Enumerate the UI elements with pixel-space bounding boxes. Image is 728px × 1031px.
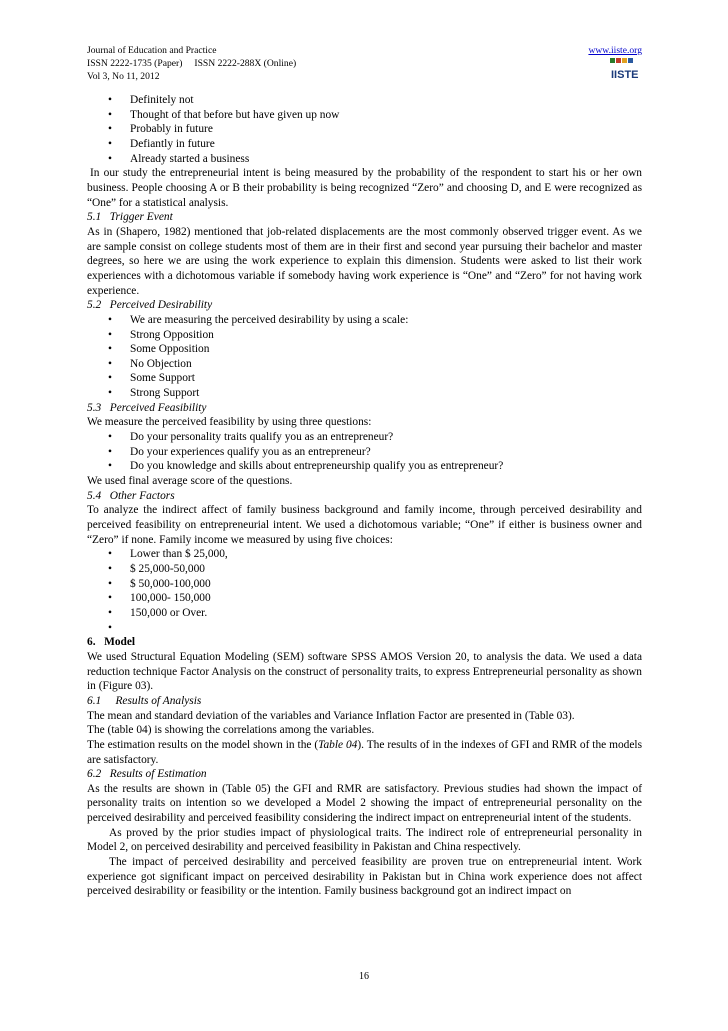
intent-paragraph: In our study the entrepreneurial intent is being measured by the probability of the respondent to start his or her own business. People choosing A or B their probability is being recognized “Zero” and choosing D, and E were recognized as “One” for a statistical analysis. <box>87 167 642 209</box>
list-item: • Probably in future <box>130 122 642 137</box>
list-item: • Definitely not <box>130 93 642 108</box>
list-item: • 100,000- 150,000 <box>130 591 642 606</box>
section-5-3-outro: We used final average score of the questions. <box>87 475 293 488</box>
volume-line: Vol 3, No 11, 2012 <box>87 71 160 82</box>
feasibility-questions-list <box>87 430 642 474</box>
list-item: • $ 25,000-50,000 <box>130 562 642 577</box>
list-item <box>130 621 642 636</box>
list-item: • Defiantly in future <box>130 137 642 152</box>
list-item: • Do you knowledge and skills about entrepreneurship qualify you as entrepreneur? <box>130 459 642 474</box>
section-5-1-heading: 5.1 Trigger Event <box>87 211 173 224</box>
section-6-1-line-1: The mean and standard deviation of the variables and Variance Inflation Factor are presented in (Table 03). <box>87 709 575 722</box>
list-item: • $ 50,000-100,000 <box>130 577 642 592</box>
list-item: • Do your experiences qualify you as an entrepreneur? <box>130 445 642 460</box>
list-item: • Thought of that before but have given up now <box>130 108 642 123</box>
section-6-1-line-3: The estimation results on the model shown in the (Table 04). The results of in the indexes of GFI and RMR of the models are satisfactory. <box>87 738 643 766</box>
logo-lettering: IISTE <box>611 69 639 80</box>
list-item: • 150,000 or Over. <box>130 606 642 621</box>
journal-url-link[interactable]: www.iiste.org <box>588 45 642 56</box>
list-item: • Some Opposition <box>130 342 642 357</box>
page-header <box>87 44 642 83</box>
section-5-4-heading: 5.4 Other Factors <box>87 489 175 502</box>
list-item: • Lower than $ 25,000, <box>130 547 642 562</box>
section-6-1-line-2: The (table 04) is showing the correlations among the variables. <box>87 724 375 737</box>
section-6-heading: 6. Model <box>87 636 136 649</box>
iiste-logo <box>610 58 642 80</box>
list-item: • Already started a business <box>130 152 642 167</box>
desirability-scale-list <box>87 313 642 401</box>
article-body <box>87 93 642 899</box>
income-choices-list <box>87 547 642 635</box>
section-6-text: We used Structural Equation Modeling (SEM) software SPSS AMOS Version 20, to analysis the data. We used a data reduction technique Factor Analysis on the construct of personality traits, to express Entrepreneurial personality as shown in (Figure 03). <box>87 650 642 693</box>
list-item: • Strong Opposition <box>130 328 642 343</box>
page-number: 16 <box>359 971 369 982</box>
section-5-3-intro: We measure the perceived feasibility by using three questions: <box>87 416 372 429</box>
list-item: • We are measuring the perceived desirability by using a scale: <box>130 313 642 328</box>
section-6-1-heading: 6.1 Results of Analysis <box>87 694 202 707</box>
list-item: • Strong Support <box>130 386 642 401</box>
list-item: • Do your personality traits qualify you as an entrepreneur? <box>130 430 642 445</box>
section-6-2-paragraph-3: The impact of perceived desirability and perceived feasibility are proven true on entrepreneurial intent. Work experience got significant impact on perceived desirability in Pakistan but in China work experience does not affect perceived desirability or feasibility or the intention. Family business background got an indirect impact on <box>87 856 642 898</box>
section-6-2-heading: 6.2 Results of Estimation <box>87 768 207 781</box>
issn-line: ISSN 2222-1735 (Paper) ISSN 2222-288X (Online) <box>87 58 297 69</box>
section-5-4-text: To analyze the indirect affect of family business background and family income, through perceived desirability and perceived feasibility on entrepreneurial intent. We used a dichotomous variable; “One” if either is business owner and “Zero” if none. Family income we measured by using five choices: <box>87 504 642 546</box>
list-item: • Some Support <box>130 371 642 386</box>
journal-name: Journal of Education and Practice <box>87 45 217 56</box>
section-5-3-heading: 5.3 Perceived Feasibility <box>87 401 207 414</box>
section-5-1-text: As in (Shapero, 1982) mentioned that job-related displacements are the most commonly observed trigger event. As we are sample consist on college students most of them are in their first and second year pursuing their bachelor and master degrees, so here we are using the work experience to explain this dimension. Students were asked to list their work experiences with a dichotomous variable if somebody having work experience is “One” and “Zero” for not having work experience. <box>87 225 642 297</box>
section-5-2-heading: 5.2 Perceived Desirability <box>87 299 213 312</box>
list-item: • No Objection <box>130 357 642 372</box>
intent-options-list <box>87 93 642 166</box>
section-6-2-paragraph-1: As the results are shown in (Table 05) the GFI and RMR are satisfactory. Previous studies had shown the impact of personality traits on intention so we developed a Model 2 showing the impact of entrepreneurial personality on the perceived desirability and perceived feasibility considering the indirect impact on entrepreneurial intent of the students. <box>87 782 642 825</box>
section-6-2-paragraph-2: As proved by the prior studies impact of physiological traits. The indirect role of entrepreneurial personality in Model 2, on perceived desirability and perceived feasibility in Pakistan and China respectively. <box>87 826 642 854</box>
